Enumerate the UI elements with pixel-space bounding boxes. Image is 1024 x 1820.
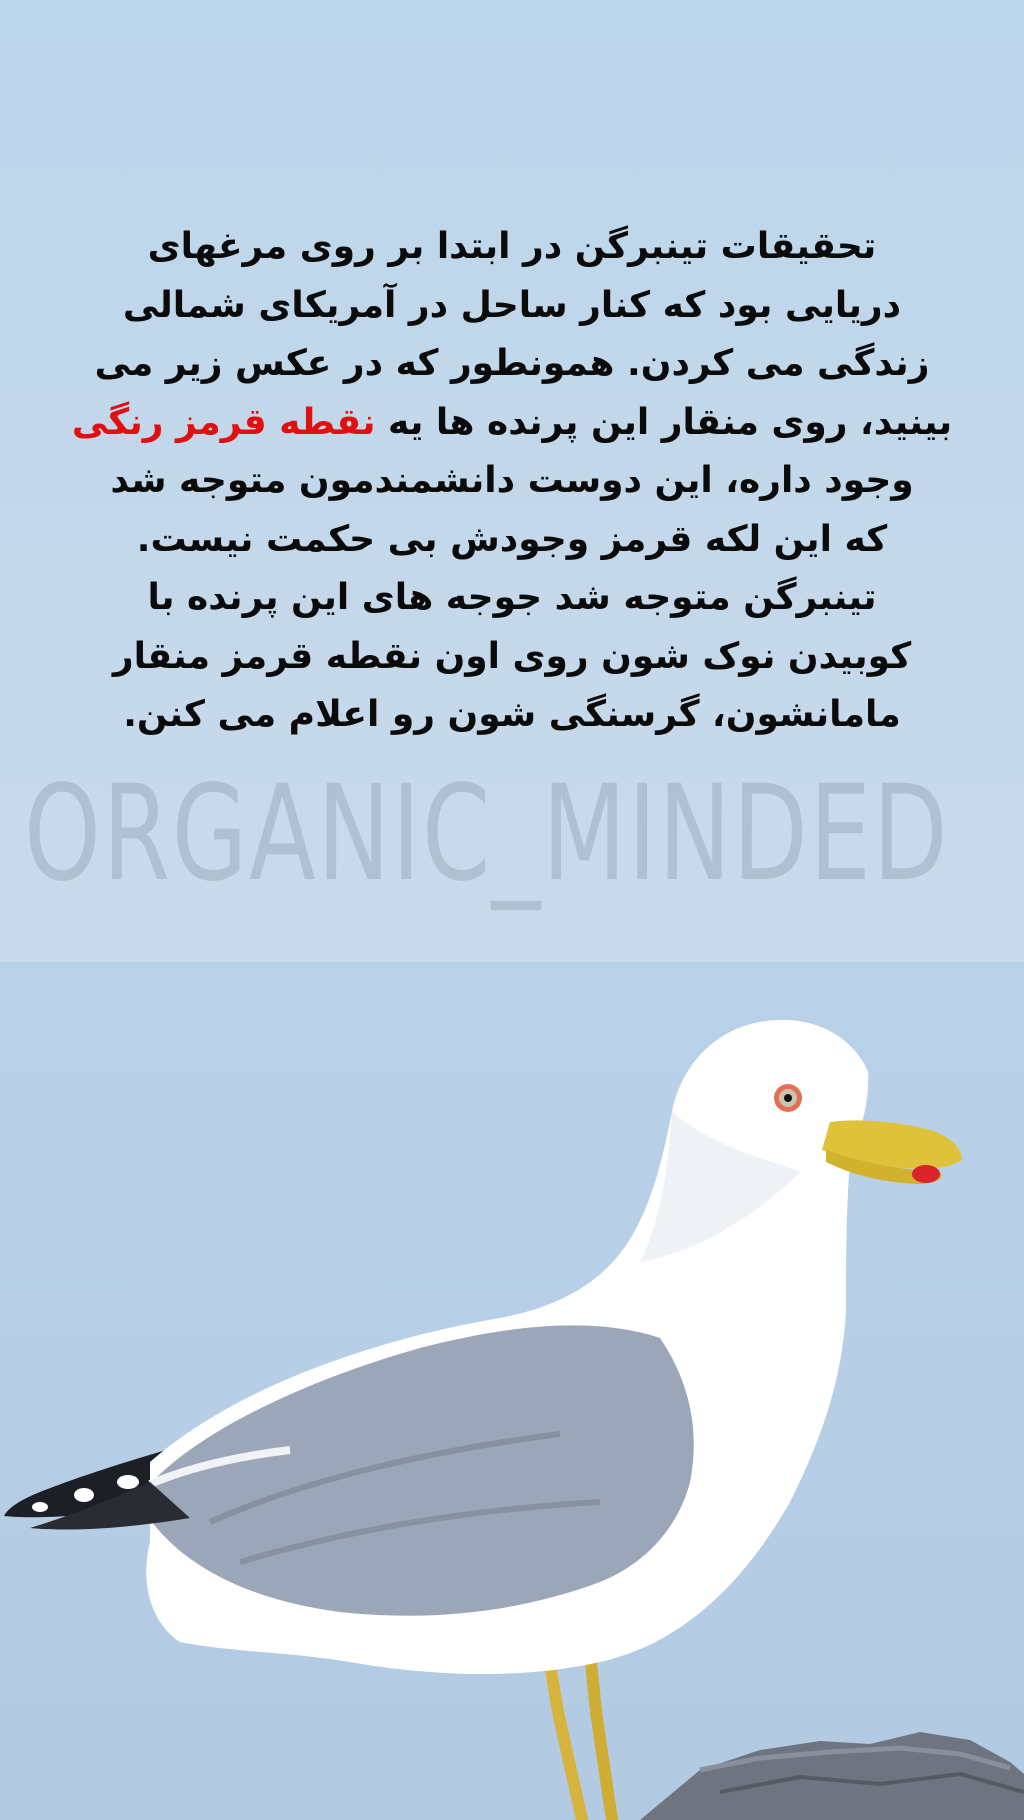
highlight-text: نقطه قرمز رنگی [71, 401, 376, 443]
seagull-leg-left [548, 1652, 582, 1820]
beak-red-spot [912, 1165, 940, 1183]
text-line [40, 452, 984, 511]
seagull-pupil [784, 1094, 792, 1102]
text-segment: تینبرگن متوجه شد جوجه های این پرنده با [147, 577, 877, 618]
text-line [40, 277, 984, 336]
seagull-leg-right [590, 1652, 612, 1820]
tail-spot-3 [32, 1502, 48, 1512]
text-line [40, 511, 984, 570]
text-segment: وجود داره، این دوست دانشمندمون متوجه شد [110, 460, 914, 501]
text-line [40, 686, 984, 745]
text-segment: تحقیقات تینبرگن در ابتدا بر روی مرغهای [147, 226, 877, 267]
text-segment: کوبیدن نوک شون روی اون نقطه قرمز منقار [112, 635, 912, 677]
seagull-photo [0, 962, 1024, 1820]
text-segment: دریایی بود که کنار ساحل در آمریکای شمالی [122, 284, 902, 326]
text-line [40, 394, 984, 453]
text-line [40, 628, 984, 687]
text-segment: که این لکه قرمز وجودش بی حکمت نیست. [136, 518, 888, 560]
post-text [40, 218, 984, 745]
text-segment: زندگی می کردن. همونطور که در عکس زیر می [94, 343, 930, 384]
text-line [40, 569, 984, 628]
seagull-wing [152, 1325, 694, 1615]
text-segment: بینید، روی منقار این پرنده ها یه [375, 401, 953, 443]
text-line [40, 335, 984, 394]
tail-spot-1 [74, 1488, 94, 1502]
text-line [40, 218, 984, 277]
text-segment: مامانشون، گرسنگی شون رو اعلام می کنن. [123, 694, 901, 735]
watermark: ORGANIC_MINDED [24, 757, 950, 911]
tail-spot-2 [117, 1475, 139, 1489]
seagull-illustration [0, 962, 1024, 1820]
